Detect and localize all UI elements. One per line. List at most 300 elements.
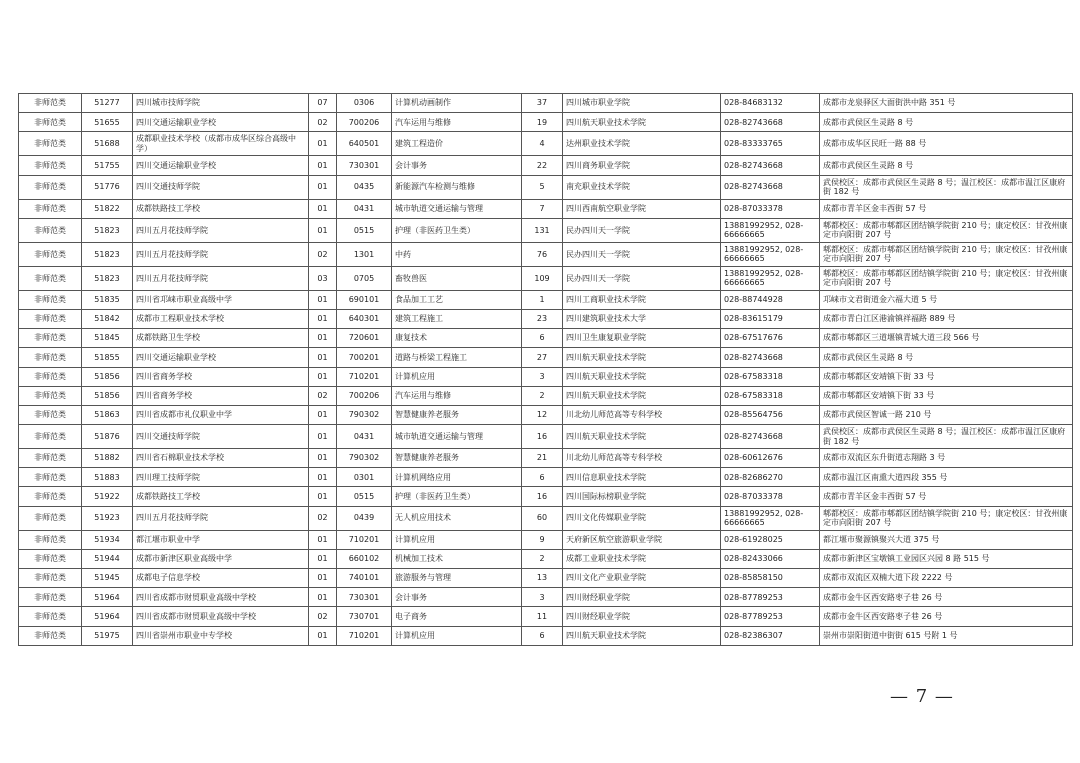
- code-cell: 51688: [82, 132, 133, 156]
- major-code-cell: 0431: [337, 425, 392, 449]
- quota-cell: 23: [522, 309, 563, 328]
- partner-college-cell: 四川航天职业技术学院: [563, 386, 721, 405]
- code-cell: 51845: [82, 329, 133, 348]
- major-name-cell: 会计事务: [392, 156, 522, 175]
- table-row: [19, 113, 1073, 132]
- school-cell: 四川交通技师学院: [133, 175, 309, 199]
- phone-cell: 028-87033378: [721, 487, 820, 506]
- code-cell: 51964: [82, 607, 133, 626]
- seq-cell: 01: [309, 367, 337, 386]
- major-code-cell: 0306: [337, 94, 392, 113]
- seq-cell: 01: [309, 218, 337, 242]
- quota-cell: 4: [522, 132, 563, 156]
- major-code-cell: 790302: [337, 405, 392, 424]
- category-cell: 非师范类: [19, 569, 82, 588]
- phone-cell: 028-83333765: [721, 132, 820, 156]
- address-cell: 郫都校区：成都市郫都区团结镇学院街 210 号；康定校区：甘孜州康定市向阳街 207 号: [820, 242, 1073, 266]
- category-cell: 非师范类: [19, 290, 82, 309]
- code-cell: 51823: [82, 218, 133, 242]
- quota-cell: 11: [522, 607, 563, 626]
- address-cell: 成都市双流区双楠大道下段 2222 号: [820, 569, 1073, 588]
- address-cell: 郫都校区：成都市郫都区团结镇学院街 210 号；康定校区：甘孜州康定市向阳街 207 号: [820, 506, 1073, 530]
- table-row: [19, 132, 1073, 156]
- major-code-cell: 660102: [337, 549, 392, 568]
- table-row: [19, 156, 1073, 175]
- phone-cell: 028-88744928: [721, 290, 820, 309]
- major-code-cell: 740101: [337, 569, 392, 588]
- code-cell: 51856: [82, 367, 133, 386]
- school-cell: 四川省商务学校: [133, 367, 309, 386]
- code-cell: 51655: [82, 113, 133, 132]
- major-code-cell: 1301: [337, 242, 392, 266]
- seq-cell: 03: [309, 266, 337, 290]
- seq-cell: 07: [309, 94, 337, 113]
- category-cell: 非师范类: [19, 449, 82, 468]
- major-name-cell: 计算机应用: [392, 530, 522, 549]
- seq-cell: 01: [309, 290, 337, 309]
- major-code-cell: 700206: [337, 386, 392, 405]
- address-cell: 成都市温江区南熏大道四段 355 号: [820, 468, 1073, 487]
- major-name-cell: 汽车运用与维修: [392, 386, 522, 405]
- partner-college-cell: 四川文化产业职业学院: [563, 569, 721, 588]
- address-cell: 成都市郫都区安靖镇下街 33 号: [820, 367, 1073, 386]
- table-row: [19, 367, 1073, 386]
- seq-cell: 01: [309, 487, 337, 506]
- school-cell: 成都职业技术学校（成都市成华区综合高级中学）: [133, 132, 309, 156]
- table-row: [19, 506, 1073, 530]
- category-cell: 非师范类: [19, 626, 82, 645]
- major-name-cell: 中药: [392, 242, 522, 266]
- partner-college-cell: 成都工业职业技术学院: [563, 549, 721, 568]
- category-cell: 非师范类: [19, 487, 82, 506]
- quota-cell: 109: [522, 266, 563, 290]
- partner-college-cell: 川北幼儿师范高等专科学校: [563, 449, 721, 468]
- seq-cell: 02: [309, 242, 337, 266]
- seq-cell: 01: [309, 468, 337, 487]
- phone-cell: 028-67583318: [721, 367, 820, 386]
- partner-college-cell: 四川航天职业技术学院: [563, 348, 721, 367]
- seq-cell: 01: [309, 425, 337, 449]
- major-name-cell: 康复技术: [392, 329, 522, 348]
- category-cell: 非师范类: [19, 156, 82, 175]
- major-code-cell: 710201: [337, 367, 392, 386]
- category-cell: 非师范类: [19, 266, 82, 290]
- category-cell: 非师范类: [19, 132, 82, 156]
- address-cell: 成都市龙泉驿区大面街洪中路 351 号: [820, 94, 1073, 113]
- seq-cell: 01: [309, 199, 337, 218]
- code-cell: 51964: [82, 588, 133, 607]
- table-row: [19, 487, 1073, 506]
- quota-cell: 13: [522, 569, 563, 588]
- table-row: [19, 242, 1073, 266]
- code-cell: 51823: [82, 266, 133, 290]
- address-cell: 武侯校区：成都市武侯区生灵路 8 号；温江校区：成都市温江区康府街 182 号: [820, 175, 1073, 199]
- table-row: [19, 329, 1073, 348]
- partner-college-cell: 四川文化传媒职业学院: [563, 506, 721, 530]
- page-number: — 7 —: [890, 686, 954, 707]
- partner-college-cell: 四川卫生康复职业学院: [563, 329, 721, 348]
- enrollment-table: [18, 93, 1073, 646]
- phone-cell: 028-82433066: [721, 549, 820, 568]
- major-code-cell: 640501: [337, 132, 392, 156]
- address-cell: 成都市青羊区金丰西街 57 号: [820, 199, 1073, 218]
- table-row: [19, 218, 1073, 242]
- major-name-cell: 计算机动画制作: [392, 94, 522, 113]
- code-cell: 51876: [82, 425, 133, 449]
- table-row: [19, 309, 1073, 328]
- code-cell: 51822: [82, 199, 133, 218]
- partner-college-cell: 四川航天职业技术学院: [563, 367, 721, 386]
- major-code-cell: 0301: [337, 468, 392, 487]
- major-code-cell: 720601: [337, 329, 392, 348]
- major-code-cell: 730301: [337, 588, 392, 607]
- seq-cell: 01: [309, 175, 337, 199]
- quota-cell: 60: [522, 506, 563, 530]
- table-row: [19, 199, 1073, 218]
- major-name-cell: 建筑工程造价: [392, 132, 522, 156]
- category-cell: 非师范类: [19, 218, 82, 242]
- major-name-cell: 计算机应用: [392, 367, 522, 386]
- quota-cell: 2: [522, 386, 563, 405]
- major-code-cell: 640301: [337, 309, 392, 328]
- table-row: [19, 425, 1073, 449]
- school-cell: 四川省邛崃市职业高级中学: [133, 290, 309, 309]
- code-cell: 51855: [82, 348, 133, 367]
- major-code-cell: 730701: [337, 607, 392, 626]
- major-name-cell: 畜牧兽医: [392, 266, 522, 290]
- major-name-cell: 旅游服务与管理: [392, 569, 522, 588]
- school-cell: 都江堰市职业中学: [133, 530, 309, 549]
- major-name-cell: 无人机应用技术: [392, 506, 522, 530]
- phone-cell: 028-67583318: [721, 386, 820, 405]
- school-cell: 成都铁路技工学校: [133, 199, 309, 218]
- table-row: [19, 175, 1073, 199]
- address-cell: 成都市金牛区西安路枣子巷 26 号: [820, 607, 1073, 626]
- phone-cell: 028-82743668: [721, 348, 820, 367]
- seq-cell: 01: [309, 132, 337, 156]
- address-cell: 郫都校区：成都市郫都区团结镇学院街 210 号；康定校区：甘孜州康定市向阳街 207 号: [820, 266, 1073, 290]
- partner-college-cell: 民办四川天一学院: [563, 242, 721, 266]
- seq-cell: 01: [309, 626, 337, 645]
- address-cell: 成都市新津区宝墩镇工业园区兴园 8 路 515 号: [820, 549, 1073, 568]
- category-cell: 非师范类: [19, 175, 82, 199]
- school-cell: 四川理工技师学院: [133, 468, 309, 487]
- major-code-cell: 730301: [337, 156, 392, 175]
- code-cell: 51863: [82, 405, 133, 424]
- phone-cell: 028-84683132: [721, 94, 820, 113]
- seq-cell: 01: [309, 348, 337, 367]
- category-cell: 非师范类: [19, 506, 82, 530]
- address-cell: 崇州市崇阳街道中街街 615 号附 1 号: [820, 626, 1073, 645]
- code-cell: 51277: [82, 94, 133, 113]
- category-cell: 非师范类: [19, 468, 82, 487]
- major-code-cell: 710201: [337, 530, 392, 549]
- major-name-cell: 计算机应用: [392, 626, 522, 645]
- school-cell: 成都市新津区职业高级中学: [133, 549, 309, 568]
- phone-cell: 13881992952, 028-66666665: [721, 218, 820, 242]
- table-row: [19, 530, 1073, 549]
- quota-cell: 19: [522, 113, 563, 132]
- table-row: [19, 449, 1073, 468]
- phone-cell: 13881992952, 028-66666665: [721, 242, 820, 266]
- major-name-cell: 计算机网络应用: [392, 468, 522, 487]
- partner-college-cell: 四川工商职业技术学院: [563, 290, 721, 309]
- table-row: [19, 348, 1073, 367]
- phone-cell: 028-67517676: [721, 329, 820, 348]
- partner-college-cell: 四川财经职业学院: [563, 607, 721, 626]
- category-cell: 非师范类: [19, 549, 82, 568]
- partner-college-cell: 四川建筑职业技术大学: [563, 309, 721, 328]
- category-cell: 非师范类: [19, 607, 82, 626]
- address-cell: 成都市金牛区西安路枣子巷 26 号: [820, 588, 1073, 607]
- partner-college-cell: 四川商务职业学院: [563, 156, 721, 175]
- address-cell: 成都市青羊区金丰西街 57 号: [820, 487, 1073, 506]
- school-cell: 成都铁路卫生学校: [133, 329, 309, 348]
- major-name-cell: 汽车运用与维修: [392, 113, 522, 132]
- school-cell: 四川五月花技师学院: [133, 506, 309, 530]
- category-cell: 非师范类: [19, 425, 82, 449]
- major-code-cell: 0431: [337, 199, 392, 218]
- school-cell: 四川交通技师学院: [133, 425, 309, 449]
- partner-college-cell: 四川国际标榜职业学院: [563, 487, 721, 506]
- category-cell: 非师范类: [19, 199, 82, 218]
- major-name-cell: 护理（非医药卫生类）: [392, 487, 522, 506]
- major-name-cell: 建筑工程施工: [392, 309, 522, 328]
- table-row: [19, 626, 1073, 645]
- quota-cell: 1: [522, 290, 563, 309]
- major-code-cell: 0435: [337, 175, 392, 199]
- quota-cell: 16: [522, 487, 563, 506]
- code-cell: 51883: [82, 468, 133, 487]
- category-cell: 非师范类: [19, 113, 82, 132]
- address-cell: 成都市武侯区生灵路 8 号: [820, 113, 1073, 132]
- seq-cell: 01: [309, 405, 337, 424]
- partner-college-cell: 达州职业技术学院: [563, 132, 721, 156]
- quota-cell: 37: [522, 94, 563, 113]
- seq-cell: 02: [309, 607, 337, 626]
- quota-cell: 7: [522, 199, 563, 218]
- quota-cell: 22: [522, 156, 563, 175]
- quota-cell: 2: [522, 549, 563, 568]
- school-cell: 四川省崇州市职业中专学校: [133, 626, 309, 645]
- major-name-cell: 机械加工技术: [392, 549, 522, 568]
- phone-cell: 028-87789253: [721, 588, 820, 607]
- quota-cell: 76: [522, 242, 563, 266]
- major-name-cell: 城市轨道交通运输与管理: [392, 425, 522, 449]
- category-cell: 非师范类: [19, 405, 82, 424]
- category-cell: 非师范类: [19, 329, 82, 348]
- school-cell: 四川五月花技师学院: [133, 242, 309, 266]
- code-cell: 51842: [82, 309, 133, 328]
- seq-cell: 02: [309, 506, 337, 530]
- partner-college-cell: 四川航天职业技术学院: [563, 113, 721, 132]
- code-cell: 51856: [82, 386, 133, 405]
- major-code-cell: 710201: [337, 626, 392, 645]
- table-row: [19, 405, 1073, 424]
- school-cell: 四川省石棉职业技术学校: [133, 449, 309, 468]
- seq-cell: 01: [309, 156, 337, 175]
- code-cell: 51755: [82, 156, 133, 175]
- category-cell: 非师范类: [19, 94, 82, 113]
- table-body: [19, 94, 1073, 646]
- category-cell: 非师范类: [19, 348, 82, 367]
- school-cell: 四川五月花技师学院: [133, 266, 309, 290]
- category-cell: 非师范类: [19, 242, 82, 266]
- phone-cell: 028-82743668: [721, 113, 820, 132]
- major-name-cell: 道路与桥梁工程施工: [392, 348, 522, 367]
- table-row: [19, 549, 1073, 568]
- partner-college-cell: 四川财经职业学院: [563, 588, 721, 607]
- partner-college-cell: 四川航天职业技术学院: [563, 425, 721, 449]
- school-cell: 四川交通运输职业学校: [133, 156, 309, 175]
- table-row: [19, 290, 1073, 309]
- code-cell: 51934: [82, 530, 133, 549]
- seq-cell: 01: [309, 549, 337, 568]
- address-cell: 武侯校区：成都市武侯区生灵路 8 号；温江校区：成都市温江区康府街 182 号: [820, 425, 1073, 449]
- address-cell: 成都市郫都区安靖镇下街 33 号: [820, 386, 1073, 405]
- partner-college-cell: 四川西南航空职业学院: [563, 199, 721, 218]
- major-name-cell: 护理（非医药卫生类）: [392, 218, 522, 242]
- phone-cell: 028-82743668: [721, 156, 820, 175]
- quota-cell: 27: [522, 348, 563, 367]
- address-cell: 都江堰市聚源镇聚兴大道 375 号: [820, 530, 1073, 549]
- table-row: [19, 468, 1073, 487]
- code-cell: 51823: [82, 242, 133, 266]
- address-cell: 成都市武侯区生灵路 8 号: [820, 156, 1073, 175]
- school-cell: 四川城市技师学院: [133, 94, 309, 113]
- school-cell: 成都铁路技工学校: [133, 487, 309, 506]
- major-code-cell: 0705: [337, 266, 392, 290]
- major-name-cell: 新能源汽车检测与维修: [392, 175, 522, 199]
- code-cell: 51923: [82, 506, 133, 530]
- school-cell: 成都市工程职业技术学校: [133, 309, 309, 328]
- school-cell: 四川五月花技师学院: [133, 218, 309, 242]
- address-cell: 郫都校区：成都市郫都区团结镇学院街 210 号；康定校区：甘孜州康定市向阳街 207 号: [820, 218, 1073, 242]
- code-cell: 51944: [82, 549, 133, 568]
- quota-cell: 3: [522, 367, 563, 386]
- major-name-cell: 会计事务: [392, 588, 522, 607]
- address-cell: 成都市成华区民旺一路 88 号: [820, 132, 1073, 156]
- address-cell: 成都市武侯区生灵路 8 号: [820, 348, 1073, 367]
- major-code-cell: 0515: [337, 218, 392, 242]
- code-cell: 51975: [82, 626, 133, 645]
- quota-cell: 3: [522, 588, 563, 607]
- phone-cell: 028-87789253: [721, 607, 820, 626]
- seq-cell: 01: [309, 569, 337, 588]
- category-cell: 非师范类: [19, 367, 82, 386]
- major-name-cell: 电子商务: [392, 607, 522, 626]
- school-cell: 四川省商务学校: [133, 386, 309, 405]
- phone-cell: 028-82743668: [721, 425, 820, 449]
- address-cell: 成都市双流区东升街道志翔路 3 号: [820, 449, 1073, 468]
- major-code-cell: 700206: [337, 113, 392, 132]
- quota-cell: 21: [522, 449, 563, 468]
- partner-college-cell: 川北幼儿师范高等专科学校: [563, 405, 721, 424]
- phone-cell: 028-61928025: [721, 530, 820, 549]
- major-name-cell: 智慧健康养老服务: [392, 405, 522, 424]
- phone-cell: 028-83615179: [721, 309, 820, 328]
- table-row: [19, 588, 1073, 607]
- quota-cell: 6: [522, 329, 563, 348]
- major-code-cell: 700201: [337, 348, 392, 367]
- quota-cell: 9: [522, 530, 563, 549]
- seq-cell: 01: [309, 329, 337, 348]
- code-cell: 51776: [82, 175, 133, 199]
- table-row: [19, 94, 1073, 113]
- school-cell: 成都电子信息学校: [133, 569, 309, 588]
- code-cell: 51835: [82, 290, 133, 309]
- phone-cell: 13881992952, 028-66666665: [721, 266, 820, 290]
- partner-college-cell: 南充职业技术学院: [563, 175, 721, 199]
- table-row: [19, 569, 1073, 588]
- phone-cell: 028-85858150: [721, 569, 820, 588]
- phone-cell: 13881992952, 028-66666665: [721, 506, 820, 530]
- quota-cell: 16: [522, 425, 563, 449]
- major-name-cell: 城市轨道交通运输与管理: [392, 199, 522, 218]
- seq-cell: 01: [309, 530, 337, 549]
- address-cell: 成都市青白江区港渝镇祥福路 889 号: [820, 309, 1073, 328]
- school-cell: 四川省成都市财贸职业高级中学校: [133, 607, 309, 626]
- seq-cell: 02: [309, 113, 337, 132]
- table-row: [19, 386, 1073, 405]
- address-cell: 成都市武侯区智诚一路 210 号: [820, 405, 1073, 424]
- phone-cell: 028-87033378: [721, 199, 820, 218]
- school-cell: 四川省成都市礼仪职业中学: [133, 405, 309, 424]
- phone-cell: 028-82386307: [721, 626, 820, 645]
- seq-cell: 01: [309, 309, 337, 328]
- school-cell: 四川交通运输职业学校: [133, 113, 309, 132]
- seq-cell: 01: [309, 588, 337, 607]
- category-cell: 非师范类: [19, 386, 82, 405]
- partner-college-cell: 民办四川天一学院: [563, 218, 721, 242]
- category-cell: 非师范类: [19, 530, 82, 549]
- school-cell: 四川交通运输职业学校: [133, 348, 309, 367]
- partner-college-cell: 民办四川天一学院: [563, 266, 721, 290]
- partner-college-cell: 四川信息职业技术学院: [563, 468, 721, 487]
- quota-cell: 12: [522, 405, 563, 424]
- category-cell: 非师范类: [19, 309, 82, 328]
- seq-cell: 02: [309, 386, 337, 405]
- quota-cell: 5: [522, 175, 563, 199]
- partner-college-cell: 四川航天职业技术学院: [563, 626, 721, 645]
- partner-college-cell: 天府新区航空旅游职业学院: [563, 530, 721, 549]
- major-name-cell: 智慧健康养老服务: [392, 449, 522, 468]
- phone-cell: 028-82686270: [721, 468, 820, 487]
- code-cell: 51945: [82, 569, 133, 588]
- quota-cell: 131: [522, 218, 563, 242]
- code-cell: 51882: [82, 449, 133, 468]
- address-cell: 成都市郫都区三道堰镇青城大道三段 566 号: [820, 329, 1073, 348]
- table-row: [19, 266, 1073, 290]
- seq-cell: 01: [309, 449, 337, 468]
- quota-cell: 6: [522, 626, 563, 645]
- school-cell: 四川省成都市财贸职业高级中学校: [133, 588, 309, 607]
- major-code-cell: 0439: [337, 506, 392, 530]
- phone-cell: 028-60612676: [721, 449, 820, 468]
- major-code-cell: 790302: [337, 449, 392, 468]
- table-row: [19, 607, 1073, 626]
- code-cell: 51922: [82, 487, 133, 506]
- partner-college-cell: 四川城市职业学院: [563, 94, 721, 113]
- major-code-cell: 690101: [337, 290, 392, 309]
- address-cell: 邛崃市文君街道金六福大道 5 号: [820, 290, 1073, 309]
- category-cell: 非师范类: [19, 588, 82, 607]
- phone-cell: 028-82743668: [721, 175, 820, 199]
- major-code-cell: 0515: [337, 487, 392, 506]
- phone-cell: 028-85564756: [721, 405, 820, 424]
- major-name-cell: 食品加工工艺: [392, 290, 522, 309]
- quota-cell: 6: [522, 468, 563, 487]
